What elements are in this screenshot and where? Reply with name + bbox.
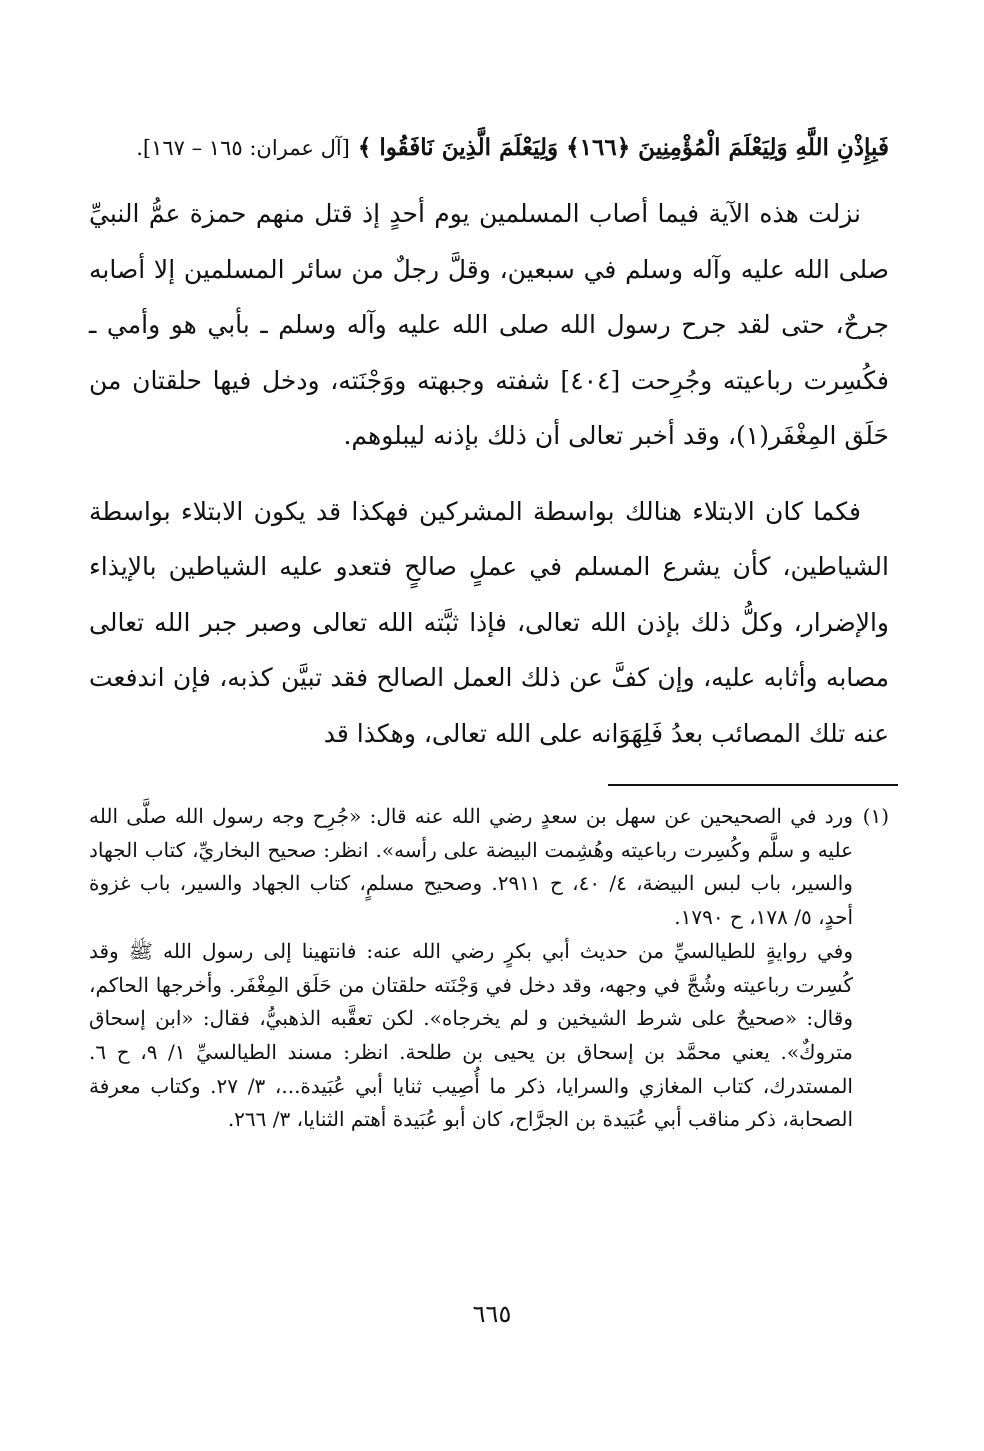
quran-verse-line	[89, 128, 889, 168]
footnote-text: ورد في الصحيحين عن سهل بن سعدٍ رضي الله عنه قال: «جُرِح وجه رسول الله صلَّى الله عليه و سلَّم وكُسِرت رباعيته وهُشِمت البيضة على رأسه». انظر: صحيح البخاريِّ، كتاب الجهاد والسير، باب لبس البيضة، ٤/ ٤٠، ح ٢٩١١. وصحيح مسلمٍ، كتاب الجهاد والسير، باب غزوة أحدٍ، ٥/ ١٧٨، ح ١٧٩٠.	[89, 804, 853, 930]
footnote-text: وفي روايةٍ للطيالسيِّ من حديث أبي بكرٍ رضي الله عنه: فانتهينا إلى رسول الله ﷺ وقد كُسِرت رباعيته وشُجَّ في وجهه، وقد دخل في وَجْنَته حلقتان من حَلَق المِغْفَر. وأخرجها الحاكم، وقال: «صحيحٌ على شرط الشيخين و لم يخرجاه». لكن تعقَّبه الذهبيُّ، فقال: «ابن إسحاق متروكٌ». يعني محمَّد بن إسحاق بن يحيى بن طلحة. انظر: مسند الطيالسيِّ ١/ ٩، ح ٦. المستدرك، كتاب المغازي والسرايا، ذكر ما أُصِيب ثنايا أبي عُبَيدة...، ٣/ ٢٧. وكتاب معرفة الصحابة، ذكر مناقب أبي عُبَيدة بن الجرَّاح، كان أبو عُبَيدة أهتم الثنايا، ٣/ ٢٦٦.	[89, 938, 853, 1132]
verse-reference: [آل عمران: ١٦٥ – ١٦٧].	[136, 136, 350, 160]
footnote	[89, 935, 889, 1137]
page-number: ٦٦٥	[472, 1300, 512, 1328]
footnotes	[89, 800, 889, 1137]
footnote	[89, 800, 889, 935]
paragraph: فكما كان الابتلاء هنالك بواسطة المشركين فهكذا قد يكون الابتلاء بواسطة الشياطين، كأن يشرع المسلم في عملٍ صالحٍ فتعدو عليه الشياطين بالإيذاء والإضرار، وكلُّ ذلك بإذن الله تعالى، فإذا ثبَّته الله تعالى وصبر جبر الله تعالى مصابه وأثابه عليه، وإن كفَّ عن ذلك العمل الصالح فقد تبيَّن كذبه، فإن اندفعت عنه تلك المصائب بعدُ فَلِهَوَانه على الله تعالى، وهكذا قد	[89, 496, 889, 748]
main-text	[89, 186, 889, 761]
footnote-number: (١)	[862, 804, 889, 828]
paragraph: نزلت هذه الآية فيما أصاب المسلمين يوم أحدٍ إذ قتل منهم حمزة عمُّ النبيِّ صلى الله عليه وآله وسلم في سبعين، وقلَّ رجلٌ من سائر المسلمين إلا أصابه جرحٌ، حتى لقد جرح رسول الله صلى الله عليه وآله وسلم ـ بأبي هو وأمي ـ فكُسِرت رباعيته وجُرِحت [٤٠٤] شفته وجبهته ووَجْنَته، ودخل فيها حلقتان من حَلَق المِغْفَر(١)، وقد أخبر تعالى أن ذلك بإذنه ليبلوهم.	[89, 199, 889, 450]
footnote-separator	[608, 784, 898, 786]
quran-verse-text: فَبِإِذْنِ اللَّهِ وَلِيَعْلَمَ الْمُؤْمِنِينَ ﴿١٦٦﴾ وَلِيَعْلَمَ الَّذِينَ نَافَقُوا ﴾	[357, 134, 889, 161]
